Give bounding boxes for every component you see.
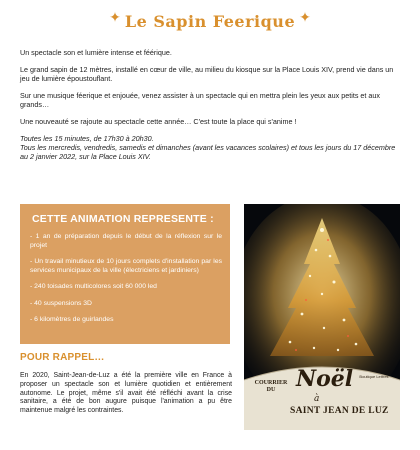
- list-item: - 240 toisades multicolores soit 60 000 led: [30, 283, 157, 290]
- list-item: - 6 kilomètres de guirlandes: [30, 316, 114, 323]
- page-title: Le Sapin Feerique: [124, 11, 296, 31]
- sign-small-text: Boutique Lettres: [359, 374, 389, 379]
- intro-paragraph: Une nouveauté se rajoute au spectacle cette année… C'est toute la place qui s'anime !: [20, 117, 297, 126]
- intro-section: [20, 48, 404, 161]
- intro-paragraph: Un spectacle son et lumière intense et féérique.: [20, 48, 172, 57]
- list-item: - Un travail minutieux de 10 jours complets d'installation par les services municipaux de la ville (électriciens et jardiniers): [30, 258, 222, 274]
- sign-noel-text: Noël: [296, 366, 354, 392]
- schedule-line: Toutes les 15 minutes, de 17h30 à 20h30.: [20, 134, 154, 143]
- schedule-line: Tous les mercredis, vendredis, samedis et dimanches (avant les vacances scolaires) et tous les jours du 17 décembre au 2 janvier 2022, sur la Place Louis XIV.: [20, 143, 396, 161]
- intro-paragraph: Le grand sapin de 12 mètres, installé en cœur de ville, au milieu du kiosque sur la Place Louis XIV, prend vie dans un jeu de lumière époustouflant.: [20, 65, 394, 83]
- list-item: - 40 suspensions 3D: [30, 299, 92, 307]
- star-icon: ✦: [109, 9, 121, 25]
- star-icon: ✦: [299, 9, 311, 25]
- title-row: [0, 10, 420, 32]
- animation-title: CETTE ANIMATION REPRESENTE :: [32, 213, 214, 225]
- sign-a-text: à: [314, 394, 320, 404]
- animation-box: [20, 204, 230, 344]
- intro-paragraph: Sur une musique féerique et enjouée, venez assister à un spectacle qui en mettra plein les yeux aux petits et aux grands…: [20, 91, 380, 109]
- animation-list: [28, 233, 222, 325]
- sign: [244, 358, 400, 430]
- christmas-tree-photo: [244, 204, 400, 430]
- sign-left-text: COURRIER DU: [254, 380, 288, 393]
- rappel-title: POUR RAPPEL…: [20, 352, 105, 363]
- rappel-text: En 2020, Saint-Jean-de-Luz a été la première ville en France à proposer un spectacle son et lumière quotidien et entièrement autonome. Le projet, même s'il avait été réfléchi avant la crise sanitaire, a été de bon augure puisque l'animation a pu être maintenue malgré les contraintes.: [20, 372, 232, 415]
- sign-city-text: SAINT JEAN DE LUZ: [290, 406, 389, 416]
- list-item: - 1 an de préparation depuis le début de la réflexion sur le projet: [30, 233, 222, 249]
